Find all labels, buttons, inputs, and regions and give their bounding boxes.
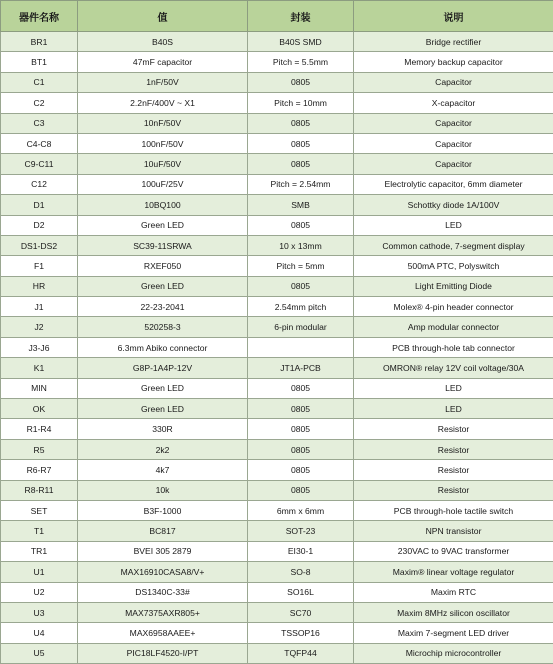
cell-value: 6.3mm Abiko connector [78, 337, 248, 357]
cell-description: Capacitor [354, 154, 553, 174]
table-row [1, 235, 553, 255]
table-row [1, 317, 553, 337]
cell-value: 22-23-2041 [78, 297, 248, 317]
table-row [1, 32, 553, 52]
cell-component-name: T1 [1, 521, 78, 541]
cell-value: 100nF/50V [78, 133, 248, 153]
cell-component-name: C1 [1, 72, 78, 92]
header-description: 说明 [354, 1, 553, 32]
cell-component-name: R5 [1, 439, 78, 459]
cell-package: SO16L [248, 582, 354, 602]
cell-description: Maxim® linear voltage regulator [354, 562, 553, 582]
cell-component-name: C2 [1, 93, 78, 113]
cell-package: Pitch = 5mm [248, 256, 354, 276]
cell-description: Maxim 8MHz silicon oscillator [354, 602, 553, 622]
table-row [1, 174, 553, 194]
cell-description: LED [354, 378, 553, 398]
cell-description: Capacitor [354, 113, 553, 133]
table-row [1, 419, 553, 439]
cell-package: TQFP44 [248, 643, 354, 663]
cell-value: Green LED [78, 399, 248, 419]
table-row [1, 72, 553, 92]
cell-description: PCB through-hole tab connector [354, 337, 553, 357]
cell-component-name: J1 [1, 297, 78, 317]
cell-package: SO-8 [248, 562, 354, 582]
cell-value: BVEI 305 2879 [78, 541, 248, 561]
cell-component-name: R1-R4 [1, 419, 78, 439]
cell-component-name: HR [1, 276, 78, 296]
cell-value: 10k [78, 480, 248, 500]
cell-component-name: J2 [1, 317, 78, 337]
cell-value: 10BQ100 [78, 195, 248, 215]
cell-value: 330R [78, 419, 248, 439]
table-row [1, 133, 553, 153]
cell-component-name: F1 [1, 256, 78, 276]
table-row [1, 154, 553, 174]
table-row [1, 582, 553, 602]
cell-component-name: C12 [1, 174, 78, 194]
table-row [1, 541, 553, 561]
cell-value: B3F-1000 [78, 500, 248, 520]
cell-description: Electrolytic capacitor, 6mm diameter [354, 174, 553, 194]
bom-table-body [1, 32, 553, 664]
cell-description: Microchip microcontroller [354, 643, 553, 663]
table-row [1, 256, 553, 276]
cell-package: 0805 [248, 419, 354, 439]
cell-package: TSSOP16 [248, 623, 354, 643]
cell-package: SOT-23 [248, 521, 354, 541]
cell-component-name: OK [1, 399, 78, 419]
cell-description: PCB through-hole tactile switch [354, 500, 553, 520]
cell-value: MAX16910CASA8/V+ [78, 562, 248, 582]
cell-value: SC39-11SRWA [78, 235, 248, 255]
cell-value: Green LED [78, 378, 248, 398]
cell-package: 0805 [248, 276, 354, 296]
cell-value: PIC18LF4520-I/PT [78, 643, 248, 663]
table-row [1, 113, 553, 133]
cell-description: Amp modular connector [354, 317, 553, 337]
table-row [1, 337, 553, 357]
header-value: 值 [78, 1, 248, 32]
cell-component-name: C4-C8 [1, 133, 78, 153]
cell-description: Molex® 4-pin header connector [354, 297, 553, 317]
table-row [1, 562, 553, 582]
table-row [1, 460, 553, 480]
cell-package: SMB [248, 195, 354, 215]
cell-value: Green LED [78, 276, 248, 296]
cell-package: SC70 [248, 602, 354, 622]
cell-component-name: D1 [1, 195, 78, 215]
table-row [1, 297, 553, 317]
cell-value: 1nF/50V [78, 72, 248, 92]
cell-description: 230VAC to 9VAC transformer [354, 541, 553, 561]
header-component-name: 器件名称 [1, 1, 78, 32]
cell-value: 10nF/50V [78, 113, 248, 133]
cell-description: Resistor [354, 480, 553, 500]
cell-package: 0805 [248, 113, 354, 133]
table-row [1, 93, 553, 113]
cell-package: 0805 [248, 460, 354, 480]
cell-description: Capacitor [354, 133, 553, 153]
cell-value: 520258-3 [78, 317, 248, 337]
cell-package: 0805 [248, 378, 354, 398]
cell-component-name: SET [1, 500, 78, 520]
table-row [1, 195, 553, 215]
cell-description: Resistor [354, 460, 553, 480]
cell-description: Maxim RTC [354, 582, 553, 602]
cell-package: 0805 [248, 480, 354, 500]
cell-description: Memory backup capacitor [354, 52, 553, 72]
cell-value: Green LED [78, 215, 248, 235]
cell-package: 0805 [248, 133, 354, 153]
cell-value: G8P-1A4P-12V [78, 358, 248, 378]
cell-component-name: TR1 [1, 541, 78, 561]
cell-description: LED [354, 399, 553, 419]
cell-description: Maxim 7-segment LED driver [354, 623, 553, 643]
table-row [1, 602, 553, 622]
table-header-row [1, 1, 553, 32]
cell-component-name: K1 [1, 358, 78, 378]
table-row [1, 378, 553, 398]
cell-package: EI30-1 [248, 541, 354, 561]
cell-value: MAX6958AAEE+ [78, 623, 248, 643]
cell-package: 6-pin modular [248, 317, 354, 337]
cell-component-name: DS1-DS2 [1, 235, 78, 255]
table-row [1, 358, 553, 378]
cell-value: 10uF/50V [78, 154, 248, 174]
table-row [1, 215, 553, 235]
table-row [1, 500, 553, 520]
cell-description: X-capacitor [354, 93, 553, 113]
cell-component-name: D2 [1, 215, 78, 235]
cell-value: BC817 [78, 521, 248, 541]
cell-description: Resistor [354, 419, 553, 439]
cell-component-name: C3 [1, 113, 78, 133]
cell-component-name: R6-R7 [1, 460, 78, 480]
cell-package: 0805 [248, 439, 354, 459]
cell-component-name: U1 [1, 562, 78, 582]
cell-package: Pitch = 5.5mm [248, 52, 354, 72]
cell-package: Pitch = 2.54mm [248, 174, 354, 194]
cell-package: 0805 [248, 72, 354, 92]
cell-component-name: U4 [1, 623, 78, 643]
cell-package: 0805 [248, 215, 354, 235]
cell-value: 2k2 [78, 439, 248, 459]
cell-description: Resistor [354, 439, 553, 459]
cell-description: 500mA PTC, Polyswitch [354, 256, 553, 276]
cell-package: B40S SMD [248, 32, 354, 52]
cell-package: 6mm x 6mm [248, 500, 354, 520]
cell-package: Pitch = 10mm [248, 93, 354, 113]
cell-component-name: J3-J6 [1, 337, 78, 357]
cell-description: Schottky diode 1A/100V [354, 195, 553, 215]
table-row [1, 52, 553, 72]
cell-component-name: BR1 [1, 32, 78, 52]
cell-value: 100uF/25V [78, 174, 248, 194]
cell-description: OMRON® relay 12V coil voltage/30A [354, 358, 553, 378]
cell-value: 4k7 [78, 460, 248, 480]
cell-value: DS1340C-33# [78, 582, 248, 602]
table-row [1, 439, 553, 459]
header-package: 封装 [248, 1, 354, 32]
cell-description: Common cathode, 7-segment display [354, 235, 553, 255]
cell-description: NPN transistor [354, 521, 553, 541]
cell-value: 47mF capacitor [78, 52, 248, 72]
cell-component-name: U3 [1, 602, 78, 622]
cell-description: Capacitor [354, 72, 553, 92]
table-row [1, 521, 553, 541]
cell-package [248, 337, 354, 357]
cell-value: RXEF050 [78, 256, 248, 276]
table-row [1, 623, 553, 643]
cell-component-name: U5 [1, 643, 78, 663]
cell-value: 2.2nF/400V ~ X1 [78, 93, 248, 113]
cell-package: 0805 [248, 154, 354, 174]
cell-component-name: U2 [1, 582, 78, 602]
cell-description: LED [354, 215, 553, 235]
cell-component-name: R8-R11 [1, 480, 78, 500]
cell-description: Light Emitting Diode [354, 276, 553, 296]
cell-value: MAX7375AXR805+ [78, 602, 248, 622]
cell-component-name: C9-C11 [1, 154, 78, 174]
cell-value: B40S [78, 32, 248, 52]
cell-description: Bridge rectifier [354, 32, 553, 52]
cell-package: JT1A-PCB [248, 358, 354, 378]
cell-package: 10 x 13mm [248, 235, 354, 255]
cell-package: 0805 [248, 399, 354, 419]
cell-component-name: MIN [1, 378, 78, 398]
table-row [1, 643, 553, 663]
table-row [1, 399, 553, 419]
table-row [1, 276, 553, 296]
table-row [1, 480, 553, 500]
cell-package: 2.54mm pitch [248, 297, 354, 317]
cell-component-name: BT1 [1, 52, 78, 72]
